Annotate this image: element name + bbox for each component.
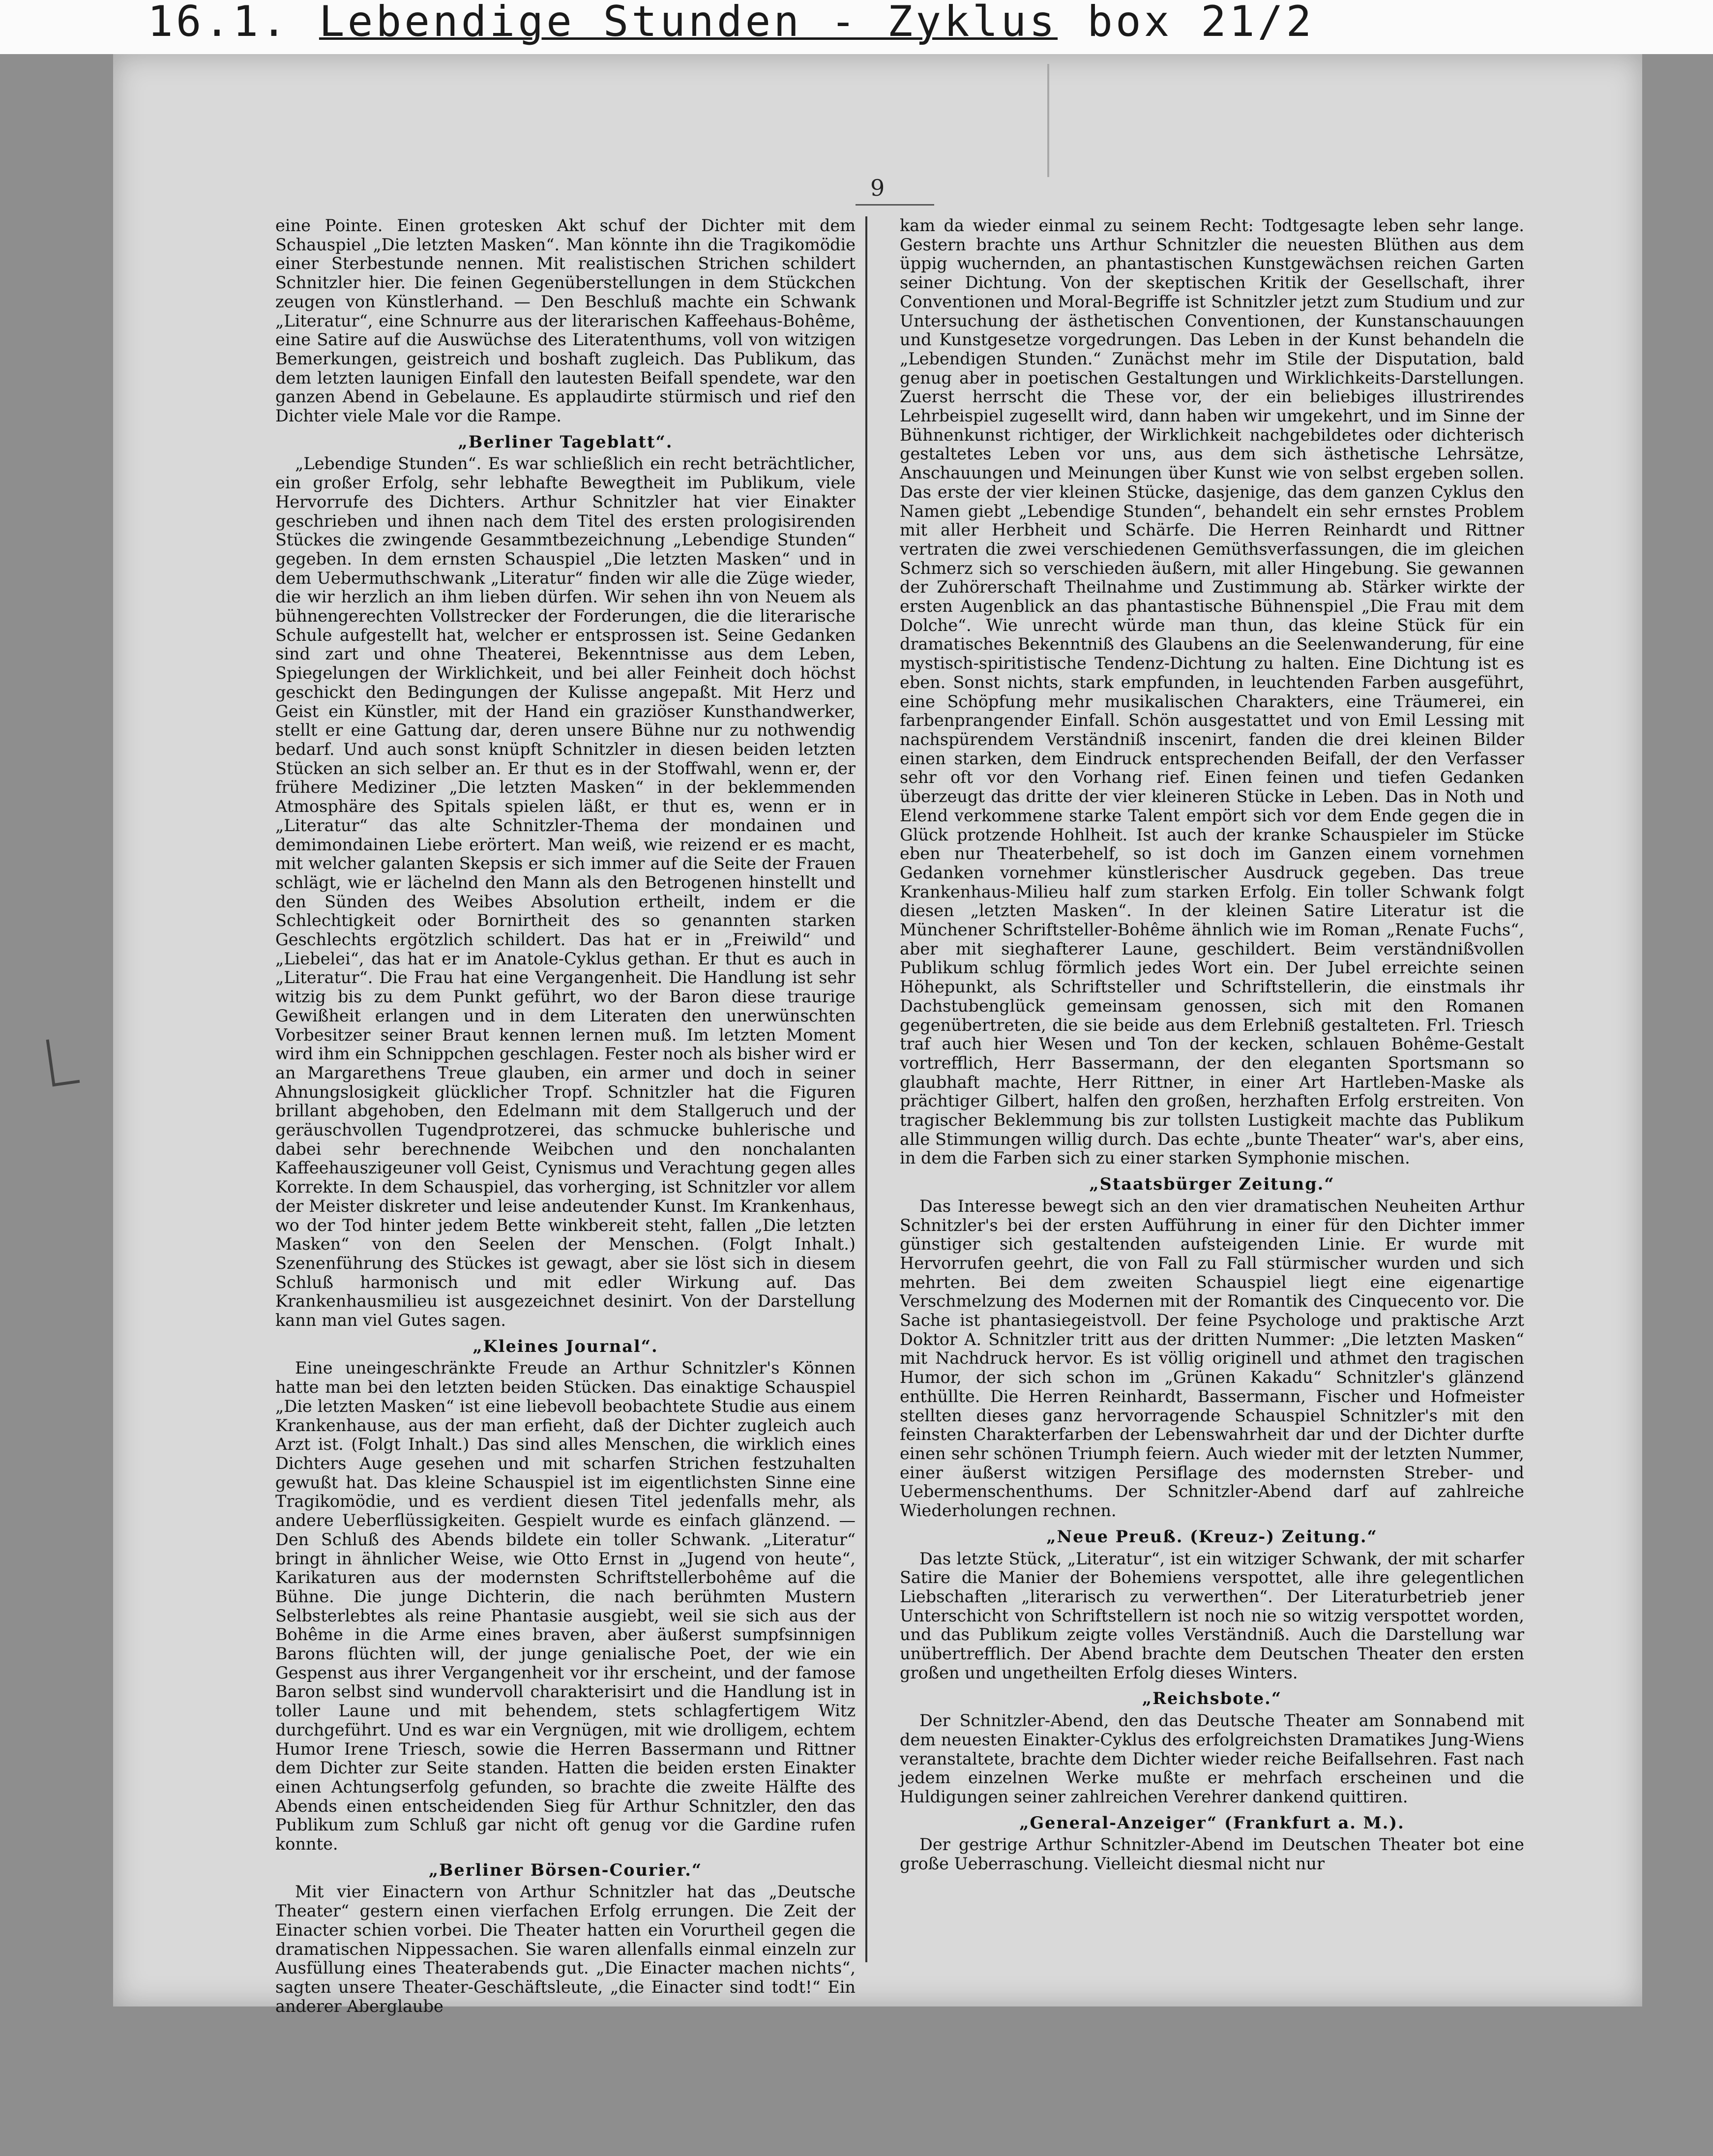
section-header: „Kleines Journal“. [473,1336,658,1356]
section-text: „Lebendige Stunden“. Es war schließlich ein recht beträchtlicher, ein großer Erfolg, sehr lebhafte Bewegtheit im Publikum, viele Hervorrufe des Dichters. Arthur Schnitzler hat vier Einakter geschrieben und ihnen nach dem Titel des ersten prologisirenden Stückes die zwingende Gesammtbezeichnung „Lebendige Stunden“ gegeben. In dem ernsten Schauspiel „Die letzten Masken“ und in dem Uebermuthschwank „Literatur“ finden wir alle die Züge wieder, die wir herzlich an ihm lieben dürfen. Wir sehen ihn von Neuem als bühnengerechten Vollstrecker der Forderungen, die die literarische Schule aufgestellt hat, welcher er entsprossen ist. Seine Gedanken sind zart und ohne Theaterei, Bekenntnisse aus dem Leben, Spiegelungen der Wirklichkeit, und bei aller Feinheit doch höchst geschickt den Bedingungen der Kulisse angepaßt. Mit Herz und Geist ein Künstler, mit der Hand ein graziöser Kunsthandwerker, stellt er eine Gattung dar, deren unsere Bühne nur zu nothwendig bedarf. Und auch sonst knüpft Schnitzler in diesen beiden letzten Stücken an sich selber an. Er thut es in der Stoffwahl, wenn er, der frühere Mediziner „Die letzten Masken“ in der beklemmenden Atmosphäre des Spitals spielen läßt, er thut es, wenn er in „Literatur“ das alte Schnitzler-Thema der mondainen und demimondainen Liebe erörtert. Man weiß, wie reizend er es macht, mit welcher galanten Skepsis er sich immer auf die Seite der Frauen schlägt, wie er lächelnd den Mann als den Betrogenen hinstellt und den Sünden des Weibes Absolution ertheilt, indem er die Schlechtigkeit oder Bornirtheit des so genannten starken Geschlechts ergötzlich schildert. Das hat er in „Freiwild“ und „Liebelei“, das hat er im Anatole-Cyklus gethan. Er thut es auch in „Literatur“. Die Frau hat eine Vergangenheit. Die Handlung ist sehr witzig bis zu dem Punkt geführt, wo der Baron diese traurige Gewißheit erlangen und in dem Literaten den unerwünschten Vorbesitzer seiner Braut kennen lernen muß. Im letzten Moment wird ihm ein Schnippchen geschlagen. Fester noch als bisher wird er an Margarethens Treue glauben, ein armer und doch in seiner Ahnungslosigkeit glücklicher Tropf. Schnitzler hat die Figuren brillant abgehoben, den Edelmann mit dem Stallgeruch und der geräuschvollen Tugendprotzerei, das schmucke buhlerische und dabei sehr berechnende Weibchen und den nonchalanten Kaffeehauszigeuner voll Geist, Cynismus und Verachtung gegen alles Korrekte. In dem Schauspiel, das vorherging, ist Schnitzler vor allem der Meister diskreter und leise andeutender Kunst. Im Krankenhaus, wo der Tod hinter jedem Bette winkbereit steht, fallen „Die letzten Masken“ von den Seelen der Menschen. (Folgt Inhalt.) Szenenführung des Stückes ist gewagt, aber sie löst sich in diesem Schluß harmonisch und mit edler Wirkung auf. Das Krankenhausmilieu ist ausgezeichnet desinirt. Von der Darstellung kann man viel Gutes sagen. [275,454,856,1330]
section-text: Eine uneingeschränkte Freude an Arthur Schnitzler's Können hatte man bei den letzten beiden Stücken. Das einaktige Schauspiel „Die letzten Masken“ ist eine liebevoll beobachtete Studie aus einem Krankenhause, aus der man erfieht, daß der Dichter zugleich auch Arzt ist. (Folgt Inhalt.) Das sind alles Menschen, die wirklich eines Dichters Auge gesehen und mit scharfen Strichen festzuhalten gewußt hat. Das kleine Schauspiel ist im eigentlichsten Sinne eine Tragikomödie, und es verdient diesen Titel jedenfalls mehr, als andere Ueberflüssigkeiten. Gespielt wurde es einfach glänzend. — Den Schluß des Abends bildete ein toller Schwank. „Literatur“ bringt in ähnlicher Weise, wie Otto Ernst in „Jugend von heute“, Karikaturen aus der modernsten Schriftstellerbohême auf die Bühne. Die junge Dichterin, die nach berühmten Mustern Selbsterlebtes als reine Phantasie ausgiebt, weil sie sich aus der Bohême in die Arme eines braven, aber äußerst sumpfsinnigen Barons flüchten will, der junge genialische Poet, der wie ein Gespenst aus ihrer Vergangenheit vor ihr erscheint, und der famose Baron selbst sind wundervoll charakterisirt und die Handlung ist in toller Laune und mit behendem, stets schlagfertigem Witz durchgeführt. Und es war ein Vergnügen, mit wie drolligem, echtem Humor Irene Triesch, sowie die Herren Bassermann und Rittner dem Dichter zur Seite standen. Hatten die beiden ersten Einakter einen Achtungserfolg gefunden, so brachte die zweite Hälfte des Abends einen entscheidenden Sieg für Arthur Schnitzler, den das Publikum zum Schluß gar nicht oft genug vor die Gardine rufen konnte. [275,1358,856,1854]
section-header: „Berliner Börsen-Courier.“ [428,1860,703,1880]
archive-ref: 16.1. [148,0,290,46]
archive-label [148,0,1314,46]
page-number: 9 [870,175,885,201]
column-divider [865,216,867,1962]
section-text: Der Schnitzler-Abend, den das Deutsche Theater am Sonnabend mit dem neuesten Einakter-Cyklus des erfolgreichsten Dramatikes Jung-Wiens veranstaltete, brachte dem Dichter wieder reiche Beifallsehren. Fast nach jedem einzelnen Werke mußte er mehrfach erscheinen und die Huldigungen seiner zahlreichen Verehrer dankend quittiren. [900,1711,1524,1806]
section-header: „Berliner Tageblatt“. [458,432,673,451]
section-text: Der gestrige Arthur Schnitzler-Abend im Deutschen Theater bot eine große Ueberraschung. Vielleicht diesmal nicht nur [900,1835,1524,1874]
left-intro: eine Pointe. Einen grotesken Akt schuf der Dichter mit dem Schauspiel „Die letzten Masken“. Man könnte ihn die Tragikomödie einer Sterbestunde nennen. Mit realistischen Strichen schildert Schnitzler hier. Die feinen Gegenüberstellungen in dem Stückchen zeugen von Künstlerhand. — Den Beschluß machte ein Schwank „Literatur“, eine Schnurre aus der literarischen Kaffeehaus-Bohême, eine Satire auf die Auswüchse des Literatenthums, voll von witzigen Bemerkungen, geistreich und boshaft zugleich. Das Publikum, das dem letzten launigen Einfall den lautesten Beifall spendete, war den ganzen Abend in Gebelaune. Es applaudirte stürmisch und rief den Dichter viele Male vor die Rampe. [275,216,856,426]
archive-box: box 21/2 [1087,0,1315,46]
section-header: „Reichsbote.“ [1142,1689,1282,1708]
margin-mark [46,1036,80,1087]
section-text: Mit vier Einactern von Arthur Schnitzler hat das „Deutsche Theater“ gestern einen vierfachen Erfolg errungen. Die Zeit der Einacter schien vorbei. Die Theater hatten ein Vorurtheil gegen die dramatischen Nippessachen. Sie waren allenfalls einmal einzeln zur Ausfüllung eines Theaterabends gut. „Die Einacter machen nichts“, sagten unsere Theater-Geschäftsleute, „die Einacter sind todt!“ Ein anderer Aberglaube [275,1882,856,2016]
section-text: Das Interesse bewegt sich an den vier dramatischen Neuheiten Arthur Schnitzler's bei der ersten Aufführung in einer für den Dichter immer günstiger sich gestaltenden aufsteigenden Linie. Er wurde mit Hervorrufen geehrt, die von Fall zu Fall stürmischer wurden und sich mehrten. Bei dem zweiten Schauspiel liegt eine eigenartige Verschmelzung des Modernen mit der Romantik des Cinquecento vor. Die Sache ist phantasiegeistvoll. Der feine Psychologe und praktische Arzt Doktor A. Schnitzler tritt aus der dritten Nummer: „Die letzten Masken“ mit Nachdruck hervor. Es ist völlig originell und athmet den tragischen Humor, der sich schon im „Grünen Kakadu“ Schnitzler's glänzend enthüllte. Die Herren Reinhardt, Bassermann, Fischer und Hofmeister stellten dieses ganz hervorragende Schauspiel Schnitzler's mit den feinsten Charakterfarben der Lebenswahrheit dar und der Dichter durfte einen sehr schönen Triumph feiern. Auch wieder mit der letzten Nummer, einer äußerst witzigen Persiflage des modernsten Streber- und Uebermenschenthums. Der Schnitzler-Abend darf auf zahlreiche Wiederholungen rechnen. [900,1196,1524,1521]
section-header: „Staatsbürger Zeitung.“ [1089,1174,1335,1194]
right-intro: kam da wieder einmal zu seinem Recht: Todtgesagte leben sehr lange. Gestern brachte uns Arthur Schnitzler die neuesten Blüthen aus dem üppig wuchernden, an phantastischen Kunstgewächsen reichen Garten seiner Dichtung. Von der skeptischen Kritik der Gesellschaft, ihrer Conventionen und Moral-Begriffe ist Schnitzler jetzt zum Studium und zur Untersuchung der ästhetischen Conventionen, der Kunstanschauungen und Kunstgesetze vorgedrungen. Das Leben in der Kunst behandeln die „Lebendigen Stunden.“ Zunächst mehr im Stile der Disputation, bald genug aber in poetischen Gestaltungen und Wirklichkeits-Darstellungen. Zuerst herrscht die These vor, der ein beliebiges illustrirendes Lehrbeispiel zugesellt wird, dann haben wir umgekehrt, und im Sinne der Bühnenkunst richtiger, der Wirklichkeit nachgebildetes oder dichterisch gestaltetes Leben vor uns, aus dem sich ästhetische Lehrsätze, Anschauungen und Meinungen über Kunst wie von selbst ergeben sollen. Das erste der vier kleinen Stücke, dasjenige, das dem ganzen Cyklus den Namen giebt „Lebendige Stunden“, behandelt ein sehr ernstes Problem mit aller Herbheit und Schärfe. Die Herren Reinhardt und Rittner vertraten die zwei verschiedenen Gemüthsverfassungen, die im gleichen Schmerz sich so verschieden äußern, mit aller Hingebung. Sie gewannen der Zuhörerschaft Theilnahme und Zustimmung ab. Stärker wirkte der ersten Augenblick an das phantastische Bühnenspiel „Die Frau mit dem Dolche“. Wie unrecht würde man thun, das kleine Stück für ein dramatisches Bekenntniß des Glaubens an die Seelenwanderung, für eine mystisch-spiritistische Tendenz-Dichtung zu halten. Eine Dichtung ist es eben. Sonst nichts, stark empfunden, in leuchtenden Farben ausgeführt, eine Schöpfung mehr musikalischen Charakters, eine Träumerei, ein farbenprangender Einfall. Schön ausgestattet und von Emil Lessing mit nachspürendem Verständniß inscenirt, fanden die drei kleinen Bilder einen starken, dem Eindruck entsprechenden Beifall, der den Verfasser sehr oft vor den Vorhang rief. Einen feinen und tiefen Gedanken überzeugt das dritte der vier kleineren Stücke in Leben. Das in Noth und Elend verkommene starke Talent empört sich vor dem Ende gegen die in Glück protzende Hohlheit. Ist auch der kranke Schauspieler im Stücke eben nur Theaterbehelf, so ist doch im Ganzen einem vornehmen Gedanken vornehmer künstlerischer Ausdruck gegeben. Das treue Krankenhaus-Milieu half zum starken Erfolg. Ein toller Schwank folgt diesen „letzten Masken“. In der kleinen Satire Literatur ist die Münchener Schriftsteller-Bohême ähnlich wie im Roman „Renate Fuchs“, aber mit sieghafterer Laune, geschildert. Beim verständnißvollen Publikum schlug förmlich jedes Wort ein. Der Jubel erreichte seinen Höhepunkt, als Schriftsteller und Schriftstellerin, die einstmals ihr Dachstubenglück gemeinsam genossen, sich mit den Romanen gegenübertreten, die sie beide aus dem Erlebniß gestalteten. Frl. Triesch traf auch hier Wesen und Ton der kecken, schlauen Bohême-Gestalt vortrefflich, Herr Bassermann, der den eleganten Sportsmann so glaubhaft machte, Herr Rittner, in einer Art Hartleben-Maske als prächtiger Gilbert, halfen den großen, herzhaften Erfolg erstreiten. Von tragischer Beklemmung bis zur tollsten Lustigkeit machte das Publikum alle Stimmungen willig durch. Das echte „bunte Theater“ war's, aber eins, in dem die Farben sich zu einer starken Symphonie mischen. [900,216,1524,1168]
left-column [275,216,856,2016]
page-fold [1047,64,1049,177]
archive-header-strip [0,0,1713,54]
right-column [900,216,1524,1874]
section-header: „General-Anzeiger“ (Frankfurt a. M.). [1019,1813,1405,1832]
page-number-rule [856,204,934,206]
section-header: „Neue Preuß. (Kreuz-) Zeitung.“ [1046,1527,1378,1546]
section-text: Das letzte Stück, „Literatur“, ist ein witziger Schwank, der mit scharfer Satire die Manier der Bohemiens verspottet, alle ihre gelegentlichen Liebschaften „literarisch zu verwerthen“. Der Literaturbetrieb jener Unterschicht von Schriftstellern ist noch nie so witzig verspottet worden, und das Publikum zeigte volles Verständniß. Auch die Darstellung war unübertrefflich. Der Abend brachte dem Deutschen Theater den ersten großen und ungetheilten Erfolg dieses Winters. [900,1549,1524,1682]
archive-title: Lebendige Stunden - Zyklus [319,0,1058,46]
